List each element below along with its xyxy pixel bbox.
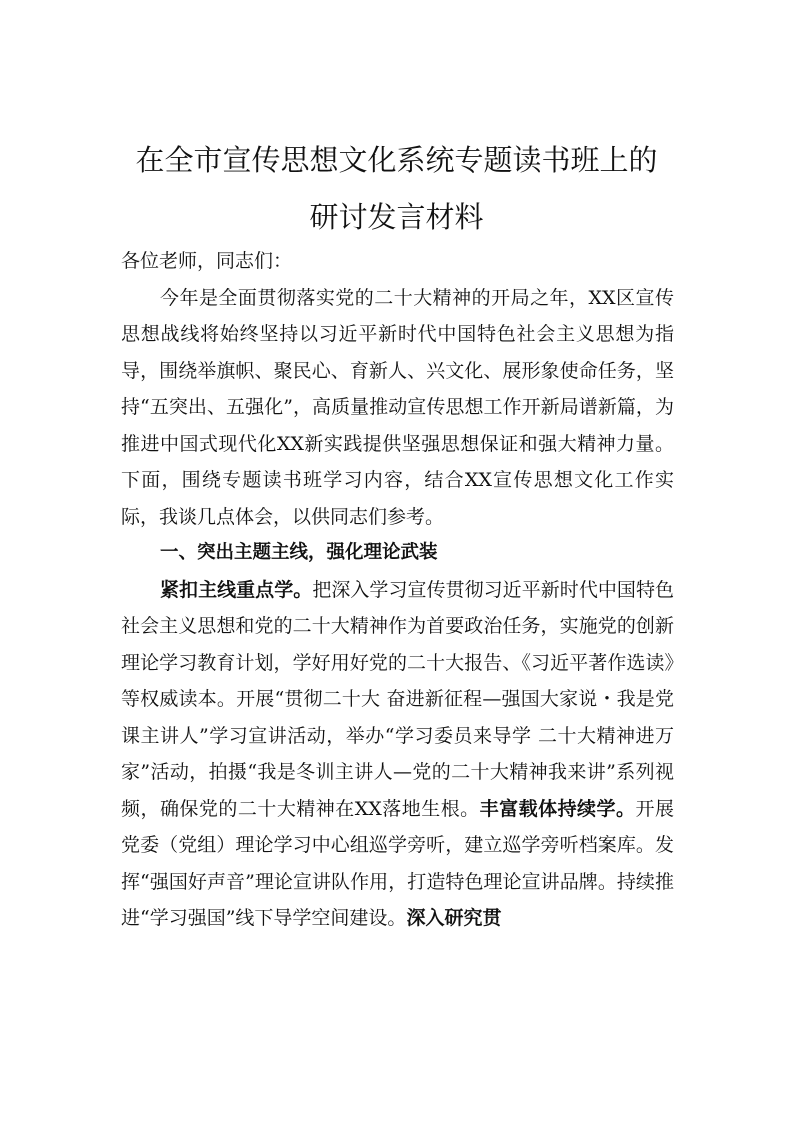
- paragraph-text-1: 把深入学习宣传贯彻习近平新时代中国特色社会主义思想和党的二十大精神作为首要政治任务，实施党的创新理论学习教育计划，学好用好党的二十大报告、《习近平著作选读》等权威读本。开展“贯彻二十大 奋进新征程—强国大家说・我是党课主讲人”学习宣讲活动，举办“学习委员来导学 二十大精神进万家”活动，拍摄“我是冬训主讲人—党的二十大精神我来讲”系列视频，确保党的二十大精神在XX落地生根。: [121, 578, 674, 820]
- document-title-line-2: 研讨发言材料: [309, 200, 484, 234]
- paragraph-text-2: 开展党委（党组）理论学习中心组巡学旁听，建立巡学旁听档案库。发挥“强国好声音”理论宣讲队作用，打造特色理论宣讲品牌。持续推进“学习强国”线下导学空间建设。: [121, 797, 674, 929]
- lead-phrase-3: 深入研究贯: [406, 907, 502, 929]
- section-1-paragraph: [121, 572, 674, 937]
- lead-phrase-2: 丰富载体持续学。: [479, 797, 636, 820]
- lead-phrase-1: 紧扣主线重点学。: [160, 578, 313, 601]
- document-body: [121, 243, 674, 937]
- section-heading-1: 一、突出主题主线，强化理论武装: [160, 542, 438, 563]
- salutation: 各位老师，同志们：: [121, 250, 293, 272]
- intro-paragraph: 今年是全面贯彻落实党的二十大精神的开局之年，XX区宣传思想战线将始终坚持以习近平新时代中国特色社会主义思想为指导，围绕举旗帜、聚民心、育新人、兴文化、展形象使命任务，坚持“五突出、五强化”，高质量推动宣传思想工作开新局谱新篇，为推进中国式现代化XX新实践提供坚强思想保证和强大精神力量。下面，围绕专题读书班学习内容，结合XX宣传思想文化工作实际，我谈几点体会，以供同志们参考。: [121, 286, 674, 528]
- document-title-line-1: 在全市宣传思想文化系统专题读书班上的: [135, 143, 658, 177]
